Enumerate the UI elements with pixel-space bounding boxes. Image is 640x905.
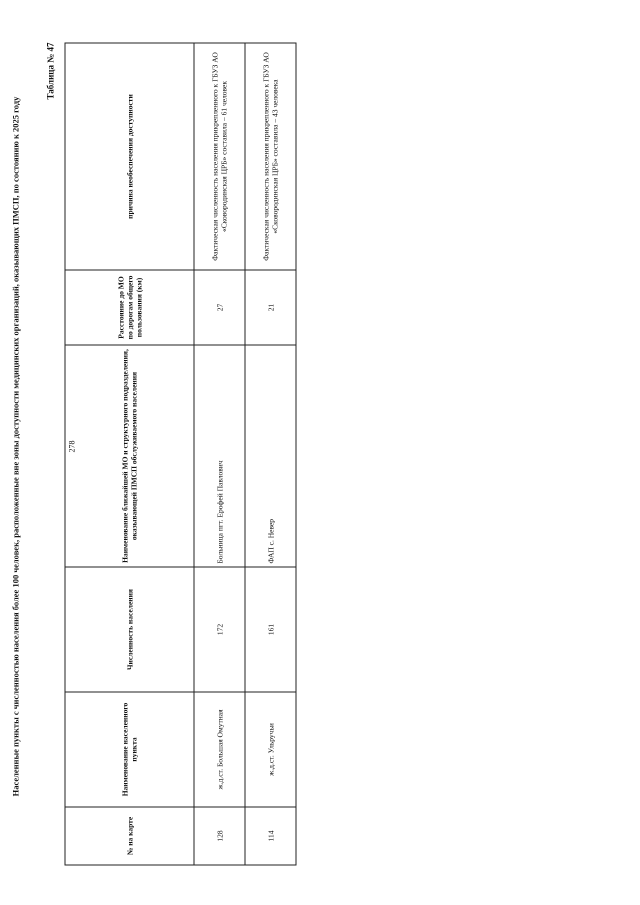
table-label: Таблица № 47 <box>45 42 55 100</box>
document-title: Населенные пункты с численностью населения более 100 человек, расположенные вне зоны доступности медицинских организаций, оказывающих ПМСП, по состоянию к 2025 году <box>10 96 20 796</box>
header-map-number: № на карте <box>65 807 194 865</box>
table-header-row <box>65 43 194 865</box>
table-row <box>194 43 245 865</box>
cell-population: 172 <box>194 567 245 692</box>
header-nearest-mo: Наименование ближайшей МО и структурного подразделения, оказывающей ПМСП обслуживаемого населения <box>65 345 194 567</box>
cell-nearest-mo: ФАП с. Невер <box>245 345 296 567</box>
cell-reason: Фактическая численность населения прикрепленного к ГБУЗ АО «Сковородинская ЦРБ» составила – 61 человек <box>194 43 245 270</box>
cell-population: 161 <box>245 567 296 692</box>
cell-settlement: ж.д.ст. Большая Омутная <box>194 692 245 807</box>
cell-distance: 27 <box>194 270 245 345</box>
cell-settlement: ж.д.ст. Ульручьи <box>245 692 296 807</box>
cell-map-number: 114 <box>245 807 296 865</box>
header-distance: Расстояние до МО по дорогам общего пользования (км) <box>65 270 194 345</box>
header-population: Численность населения <box>65 567 194 692</box>
header-reason: причина необеспечения доступности <box>65 43 194 270</box>
header-settlement: Наименование населенного пункта <box>65 692 194 807</box>
cell-distance: 21 <box>245 270 296 345</box>
cell-reason: Фактическая численность населения прикрепленного к ГБУЗ АО «Сковородинская ЦРБ» составила – 43 человека <box>245 43 296 270</box>
table-row <box>245 43 296 865</box>
cell-nearest-mo: Больница пгт. Ерофей Павлович <box>194 345 245 567</box>
cell-map-number: 128 <box>194 807 245 865</box>
accessibility-table <box>64 42 296 865</box>
page-number: 278 <box>67 440 77 453</box>
